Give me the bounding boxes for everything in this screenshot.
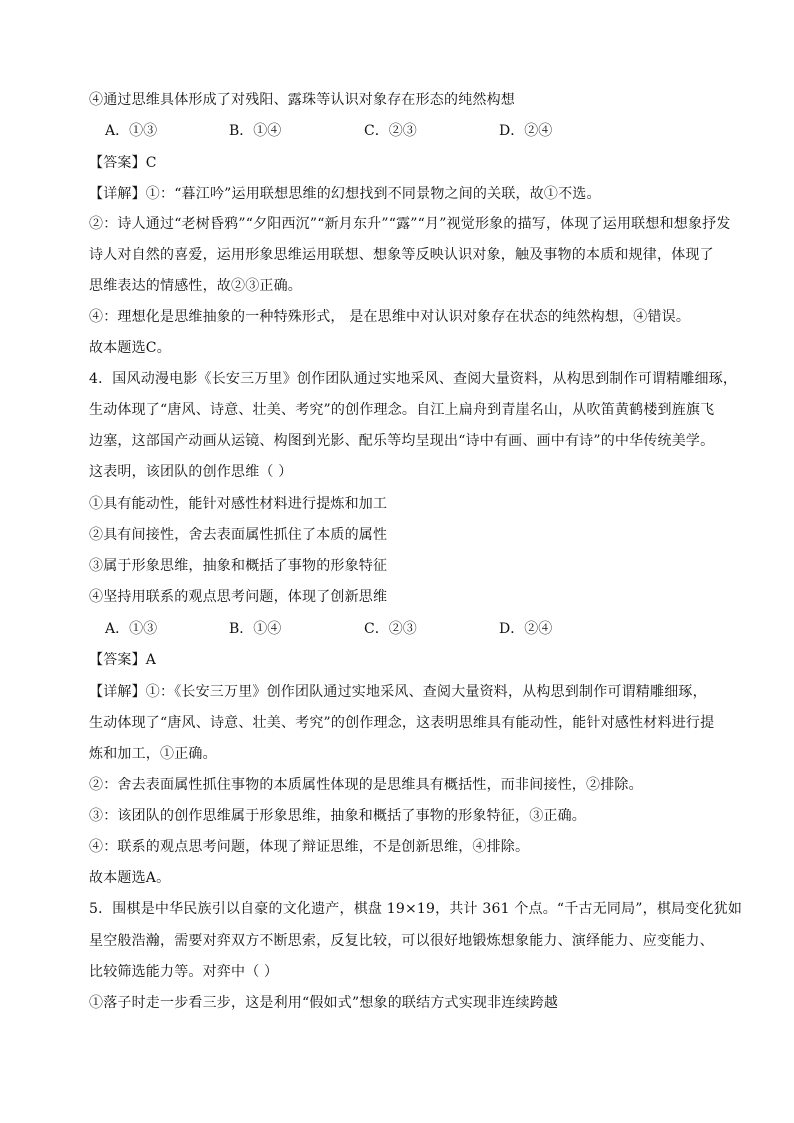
q3-option-a: A．①③ xyxy=(105,123,158,139)
q3-detail-line: ②：诗人通过“老树昏鸦”“夕阳西沉”“新月东升”“露”“月”视觉形象的描写，体现了运用联想和想象抒发 xyxy=(89,216,731,232)
q4-detail-line: ②：舍去表面属性抓住事物的本质属性体现的是思维具有概括性，而非间接性，②排除。 xyxy=(89,777,643,793)
q3-detail-line: 【详解】①：“暮江吟”运用联想思维的幻想找到不同景物之间的关联，故①不选。 xyxy=(89,186,601,202)
q3-option-d: D．②④ xyxy=(499,123,553,139)
q4-detail-line: 炼和加工，①正确。 xyxy=(89,746,217,762)
q3-option-c: C．②③ xyxy=(364,123,417,139)
q4-item-1: ①具有能动性，能针对感性材料进行提炼和加工 xyxy=(89,496,388,512)
q3-item-4: ④通过思维具体形成了对残阳、露珠等认识对象存在形态的纯然构想 xyxy=(89,92,515,108)
q4-detail-line: 生动体现了“唐风、诗意、壮美、考究”的创作理念，这表明思维具有能动性，能针对感性材料进行提 xyxy=(89,715,715,731)
q4-options xyxy=(89,619,729,639)
q3-answer: 【答案】C xyxy=(89,155,157,171)
q3-option-b: B．①④ xyxy=(229,123,282,139)
q5-stem-line: 5．围棋是中华民族引以自豪的文化遗产，棋盘 19×19，共计 361 个点。“千古无同局”，棋局变化犹如 xyxy=(89,901,743,917)
q4-option-b: B．①④ xyxy=(229,621,282,637)
q4-detail-line: 【详解】①：《长安三万里》创作团队通过实地采风、查阅大量资料，从构思到制作可谓精雕细琢， xyxy=(89,684,707,700)
q4-option-a: A．①③ xyxy=(105,621,158,637)
q4-stem-line: 边塞，这部国产动画从运镜、构图到光影、配乐等均呈现出“诗中有画、画中有诗”的中华传统美学。 xyxy=(89,433,715,449)
q4-item-4: ④坚持用联系的观点思考问题，体现了创新思维 xyxy=(89,589,388,605)
q4-detail-line: ④：联系的观点思考问题，体现了辩证思维，不是创新思维，④排除。 xyxy=(89,839,530,855)
q3-conclusion: 故本题选C。 xyxy=(89,340,171,356)
q4-option-d: D．②④ xyxy=(499,621,553,637)
q3-detail-line: 思维表达的情感性，故②③正确。 xyxy=(89,278,302,294)
q4-option-c: C．②③ xyxy=(364,621,417,637)
q4-answer: 【答案】A xyxy=(89,652,157,668)
q4-stem-line: 这表明，该团队的创作思维（ ） xyxy=(89,464,293,480)
q4-detail-line: ③：该团队的创作思维属于形象思维，抽象和概括了事物的形象特征，③正确。 xyxy=(89,808,586,824)
q4-item-3: ③属于形象思维，抽象和概括了事物的形象特征 xyxy=(89,558,388,574)
q3-options xyxy=(89,121,729,141)
q4-conclusion: 故本题选A。 xyxy=(89,870,171,886)
q5-stem-line: 星空般浩瀚，需要对弈双方不断思索，反复比较，可以很好地锻炼想象能力、演绎能力、应变能力、 xyxy=(89,933,714,949)
q4-item-2: ②具有间接性，舍去表面属性抓住了本质的属性 xyxy=(89,527,388,543)
q4-stem-line: 生动体现了“唐风、诗意、壮美、考究”的创作理念。自江上扁舟到青崖名山，从吹笛黄鹤楼到旌旗飞 xyxy=(89,402,715,418)
q3-detail-line: 诗人对自然的喜爱，运用形象思维运用联想、想象等反映认识对象，触及事物的本质和规律，体现了 xyxy=(89,247,714,263)
q5-item-1: ①落子时走一步看三步，这是利用“假如式”想象的联结方式实现非连续跨越 xyxy=(89,995,559,1011)
q5-stem-line: 比较筛选能力等。对弈中（ ） xyxy=(89,964,279,980)
q3-detail-line: ④：理想化是思维抽象的一种特殊形式， 是在思维中对认识对象存在状态的纯然构想，④错误。 xyxy=(89,309,691,325)
q4-stem-line: 4．国风动漫电影《长安三万里》创作团队通过实地采风、查阅大量资料，从构思到制作可谓精雕细琢， xyxy=(89,371,738,387)
